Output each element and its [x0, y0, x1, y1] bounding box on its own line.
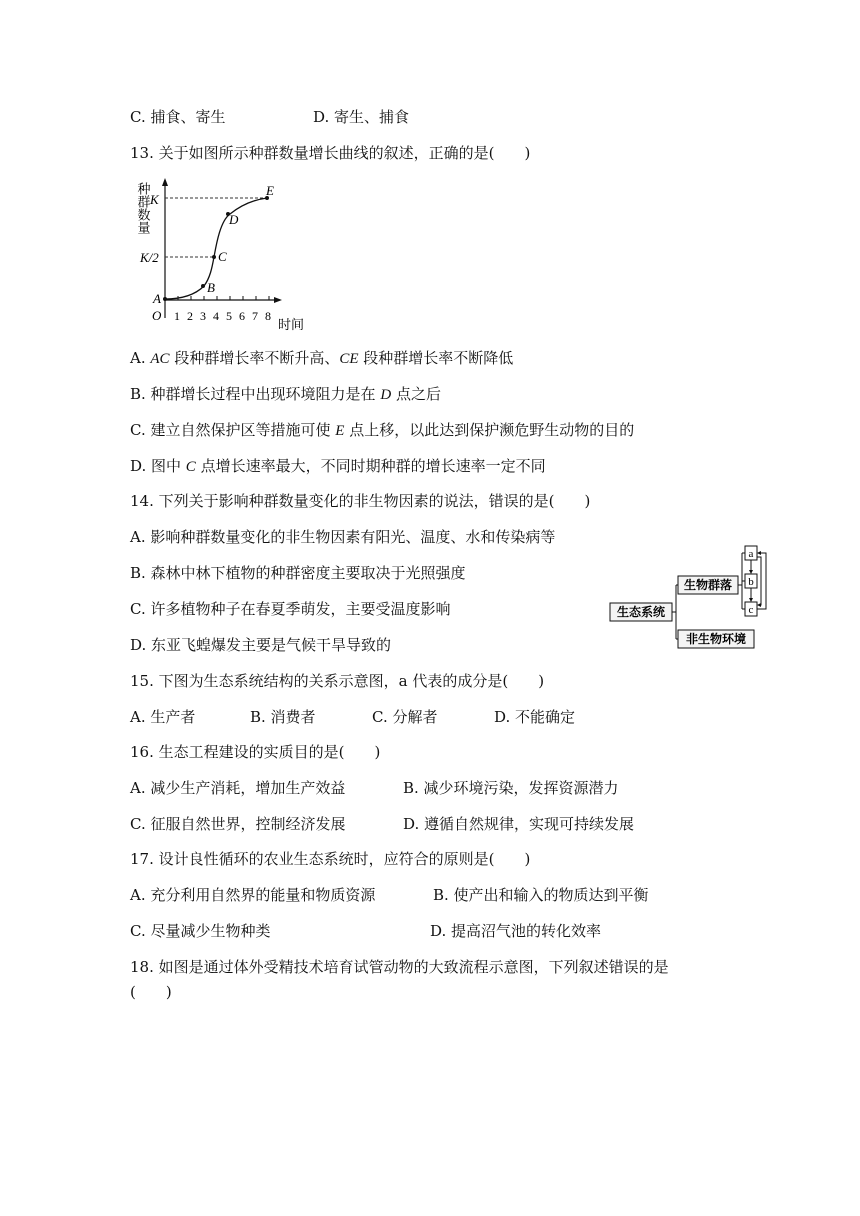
q16-option-d: D. 遵循自然规律，实现可持续发展	[403, 815, 635, 833]
x-tick-4: 4	[213, 309, 219, 323]
q14-option-c: C. 许多植物种子在春夏季萌发，主要受温度影响	[130, 600, 451, 618]
q17-stem: 17. 设计良性循环的农业生态系统时，应符合的原则是( )	[130, 850, 531, 868]
diagram-community: 生物群落	[683, 578, 733, 592]
q12-option-c: C. 捕食、寄生	[130, 108, 226, 126]
q16-stem: 16. 生态工程建设的实质目的是( )	[130, 743, 381, 761]
y-tick-k-half: K/2	[140, 250, 159, 265]
q14-option-b: B. 森林中林下植物的种群密度主要取决于光照强度	[130, 564, 466, 582]
diagram-b: b	[748, 576, 754, 588]
x-tick-8: 8	[265, 309, 271, 323]
y-tick-k: K	[150, 192, 159, 207]
q17-option-a: A. 充分利用自然界的能量和物质资源	[130, 886, 376, 904]
graph-origin: O	[152, 308, 162, 323]
x-tick-1: 1	[174, 309, 180, 323]
point-c-label: C	[218, 249, 227, 264]
q13-option-a: A. AC 段种群增长率不断升高、CE 段种群增长率不断降低	[130, 349, 514, 367]
x-tick-5: 5	[226, 309, 232, 323]
q15-stem: 15. 下图为生态系统结构的关系示意图，a 代表的成分是( )	[130, 672, 545, 690]
point-a-label: A	[153, 291, 161, 306]
q13-option-b: B. 种群增长过程中出现环境阻力是在 D 点之后	[130, 385, 441, 403]
q14-option-d: D. 东亚飞蝗爆发主要是气候干旱导致的	[130, 636, 392, 654]
q17-option-c: C. 尽量减少生物种类	[130, 922, 271, 940]
q18-stem: 18. 如图是通过体外受精技术培育试管动物的大致流程示意图，下列叙述错误的是	[130, 958, 669, 976]
q15-option-d: D. 不能确定	[494, 708, 576, 726]
x-tick-7: 7	[252, 309, 258, 323]
q13-option-d: D. 图中 C 点增长速率最大，不同时期种群的增长速率一定不同	[130, 457, 546, 475]
ecosystem-diagram	[608, 545, 788, 650]
q16-option-b: B. 减少环境污染，发挥资源潜力	[403, 779, 619, 797]
x-tick-3: 3	[200, 309, 206, 323]
population-growth-graph	[128, 176, 328, 334]
x-tick-2: 2	[187, 309, 193, 323]
graph-ylabel: 种群数量	[134, 182, 150, 234]
diagram-c: c	[748, 604, 754, 616]
graph-xlabel: 时间	[278, 318, 305, 333]
q14-option-a: A. 影响种群数量变化的非生物因素有阳光、温度、水和传染病等	[130, 528, 556, 546]
x-tick-6: 6	[239, 309, 245, 323]
q13-stem: 13. 关于如图所示种群数量增长曲线的叙述，正确的是( )	[130, 144, 531, 162]
q12-option-d: D. 寄生、捕食	[313, 108, 410, 126]
diagram-root: 生态系统	[616, 605, 666, 619]
diagram-a: a	[748, 548, 754, 560]
q17-option-d: D. 提高沼气池的转化效率	[430, 922, 602, 940]
q15-option-b: B. 消费者	[250, 708, 316, 726]
point-d-label: D	[229, 212, 239, 227]
q13-option-c: C. 建立自然保护区等措施可使 E 点上移，以此达到保护濒危野生动物的目的	[130, 421, 635, 439]
point-e-label: E	[266, 183, 274, 198]
q15-option-c: C. 分解者	[372, 708, 438, 726]
q16-option-c: C. 征服自然世界，控制经济发展	[130, 815, 346, 833]
q17-option-b: B. 使产出和输入的物质达到平衡	[433, 886, 649, 904]
q14-stem: 14. 下列关于影响种群数量变化的非生物因素的说法，错误的是( )	[130, 492, 591, 510]
q18-stem-continued: ( )	[130, 983, 172, 1001]
point-b-label: B	[207, 280, 215, 295]
q16-option-a: A. 减少生产消耗，增加生产效益	[130, 779, 346, 797]
q15-option-a: A. 生产者	[130, 708, 196, 726]
diagram-abiotic: 非生物环境	[685, 632, 747, 646]
